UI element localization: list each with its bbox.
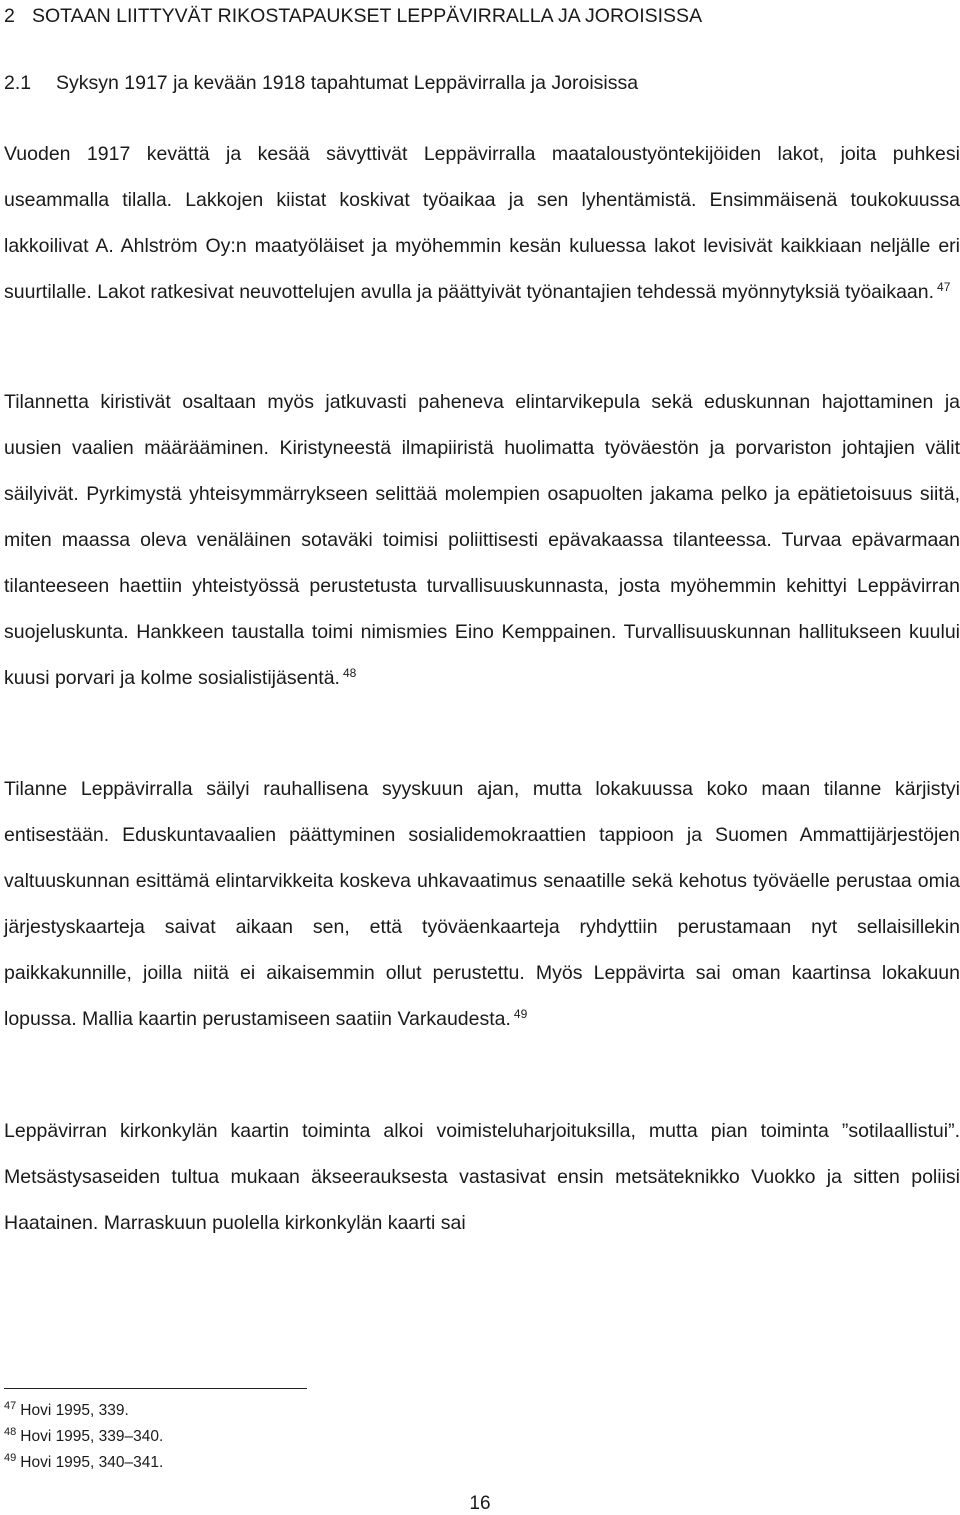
chapter-heading [4, 4, 702, 28]
section-title: Syksyn 1917 ja kevään 1918 tapahtumat Leppävirralla ja Joroisissa [56, 72, 639, 94]
paragraph-text: Tilanne Leppävirralla säilyi rauhallisena syyskuun ajan, mutta lokakuussa koko maan tilanne kärjistyi entisestään. Eduskuntavaalien päättyminen sosialidemokraattien tappioon ja Suomen Ammattijärjestöjen valtuuskunnan esittämä elintarvikkeita koskeva uhkavaatimus senaatille sekä kehotus työväelle perustaa omia järjestyskaarteja saivat aikaan sen, että työväenkaarteja ryhdyttiin perustamaan nyt sellaisillekin paikkakunnille, joilla niitä ei aikaisemmin ollut perustettu. Myös Leppävirta sai oman kaartinsa lokakuun lopussa. Mallia kaartin perustamiseen saatiin Varkaudesta. [4, 778, 960, 1030]
footnote-separator [4, 1388, 307, 1389]
footnote-item [4, 1450, 163, 1476]
footnote-text: Hovi 1995, 340–341. [20, 1454, 164, 1471]
paragraph-text: Tilannetta kiristivät osaltaan myös jatkuvasti paheneva elintarvikepula sekä eduskunnan hajottaminen ja uusien vaalien määrääminen. Kiristyneestä ilmapiiristä huolimatta työväestön ja porvariston johtajien välit säilyivät. Pyrkimystä yhteisymmärrykseen selittää molempien osapuolten jakama pelko ja epätietoisuus siitä, miten maassa oleva venäläinen sotaväki toimisi poliittisesti epävakaassa tilanteessa. Turvaa epävarmaan tilanteeseen haettiin yhteistyössä perustetusta turvallisuuskunnasta, josta myöhemmin kehittyi Leppävirran suojeluskunta. Hankkeen taustalla toimi nimismies Eino Kemppainen. Turvallisuuskunnan hallitukseen kuului kuusi porvari ja kolme sosialistijäsentä. [4, 391, 960, 689]
body-paragraph [4, 1108, 960, 1246]
section-number: 2.1 [4, 72, 32, 94]
footnote-number: 49 [4, 1451, 17, 1464]
paragraph-text: Leppävirran kirkonkylän kaartin toiminta alkoi voimisteluharjoituksilla, mutta pian toiminta ”sotilaallistui”. Metsästysaseiden tultua mukaan äkseerauksesta vastasivat ensin metsäteknikko Vuokko ja sitten poliisi Haatainen. Marraskuun puolella kirkonkylän kaarti sai [4, 1120, 960, 1234]
footnote-item [4, 1424, 163, 1450]
chapter-title: SOTAAN LIITTYVÄT RIKOSTAPAUKSET LEPPÄVIRRALLA JA JOROISISSA [32, 5, 703, 27]
footnote-reference[interactable]: 47 [937, 279, 951, 294]
paragraph-text: Vuoden 1917 kevättä ja kesää sävyttivät Leppävirralla maataloustyöntekijöiden lakot, joita puhkesi useammalla tilalla. Lakkojen kiistat koskivat työaikaa ja sen lyhentämistä. Ensimmäisenä toukokuussa lakkoilivat A. Ahlström Oy:n maatyöläiset ja myöhemmin kesän kuluessa lakot levisivät kaikkiaan neljälle eri suurtilalle. Lakot ratkesivat neuvottelujen avulla ja päättyivät työnantajien tehdessä myönnytyksiä työaikaan. [4, 143, 960, 303]
body-paragraph [4, 766, 960, 1042]
footnote-number: 48 [4, 1425, 17, 1438]
page-number: 16 [469, 1493, 491, 1514]
body-paragraph [4, 131, 960, 315]
section-heading [4, 71, 638, 95]
footnote-reference[interactable]: 48 [342, 665, 357, 680]
body-paragraph [4, 379, 960, 701]
footnote-list [4, 1398, 163, 1476]
footnote-text: Hovi 1995, 339–340. [20, 1428, 164, 1445]
footnote-item [4, 1398, 163, 1424]
chapter-number: 2 [4, 5, 15, 27]
footnote-reference[interactable]: 49 [513, 1006, 528, 1021]
footnote-number: 47 [4, 1399, 17, 1412]
footnote-text: Hovi 1995, 339. [20, 1402, 129, 1419]
